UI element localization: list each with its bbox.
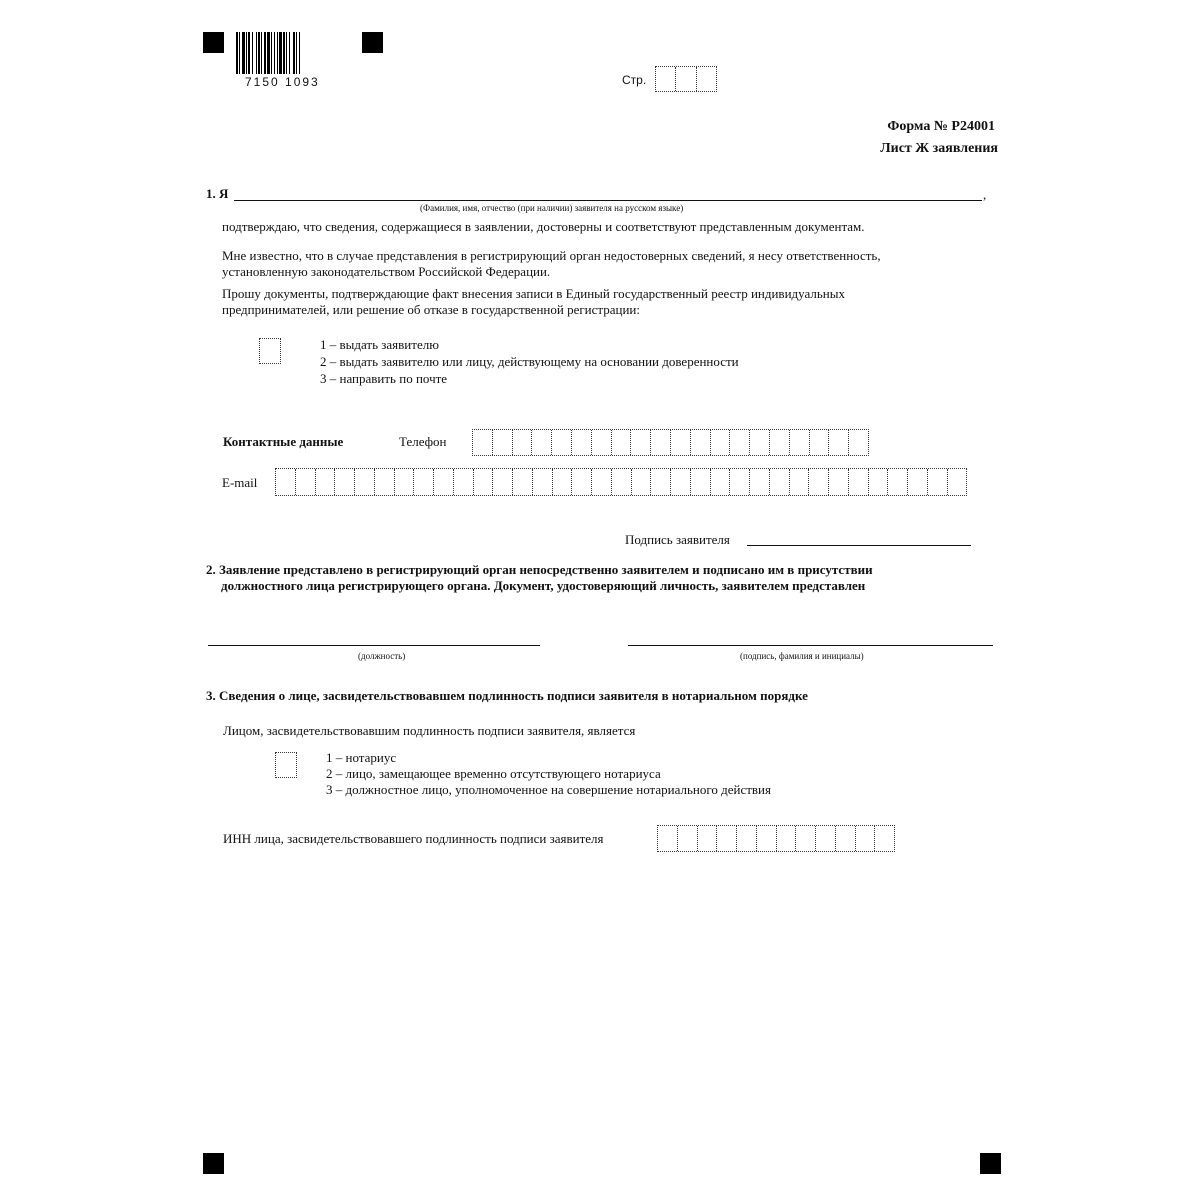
registration-marker-top-right xyxy=(362,32,383,53)
official-position-field[interactable] xyxy=(208,645,540,646)
email-label: E-mail xyxy=(222,475,258,490)
registration-marker-bottom-left xyxy=(203,1153,224,1174)
witness-type-checkbox[interactable] xyxy=(275,752,297,778)
barcode xyxy=(236,32,348,74)
phone-label: Телефон xyxy=(399,434,447,449)
aware-line2: установленную законодательством Российской Федерации. xyxy=(222,264,551,279)
official-signature-field[interactable] xyxy=(628,645,993,646)
contacts-label: Контактные данные xyxy=(223,434,344,449)
witness-option-1: 1 – нотариус xyxy=(326,750,397,765)
section2-line1: 2. Заявление представлено в регистрирующий орган непосредственно заявителем и подписано им в присутствии xyxy=(206,562,873,577)
position-caption: (должность) xyxy=(358,651,406,661)
page-number-cells[interactable] xyxy=(655,66,717,92)
form-number: Форма № Р24001 xyxy=(887,119,995,134)
page-label: Стр. xyxy=(622,73,647,87)
signature-caption: (подпись, фамилия и инициалы) xyxy=(740,651,864,661)
email-input-cells[interactable] xyxy=(275,468,967,496)
name-comma: , xyxy=(983,187,987,202)
witness-option-3: 3 – должностное лицо, уполномоченное на совершение нотариального действия xyxy=(326,782,771,797)
applicant-signature-field[interactable] xyxy=(747,545,971,546)
delivery-method-checkbox[interactable] xyxy=(259,338,281,364)
sheet-title: Лист Ж заявления xyxy=(880,141,998,156)
section2-line2: должностного лица регистрирующего органа. Документ, удостоверяющий личность, заявителем представлен xyxy=(221,578,866,593)
applicant-name-field[interactable] xyxy=(234,200,982,201)
delivery-option-1: 1 – выдать заявителю xyxy=(320,337,439,352)
phone-input-cells[interactable] xyxy=(472,429,869,456)
barcode-number: 7150 1093 xyxy=(245,75,320,89)
name-caption: (Фамилия, имя, отчество (при наличии) заявителя на русском языке) xyxy=(420,203,684,213)
registration-marker-bottom-right xyxy=(980,1153,1001,1174)
section3-title: 3. Сведения о лице, засвидетельствовавшем подлинность подписи заявителя в нотариальном порядке xyxy=(206,688,808,703)
inn-label: ИНН лица, засвидетельствовавшего подлинность подписи заявителя xyxy=(223,831,604,846)
witness-option-2: 2 – лицо, замещающее временно отсутствующего нотариуса xyxy=(326,766,661,781)
section1-number: 1. Я xyxy=(206,186,229,201)
section3-intro: Лицом, засвидетельствовавшим подлинность подписи заявителя, является xyxy=(223,723,636,738)
signature-label: Подпись заявителя xyxy=(625,532,730,547)
delivery-option-3: 3 – направить по почте xyxy=(320,371,448,386)
request-line1: Прошу документы, подтверждающие факт внесения записи в Единый государственный реестр индивидуальных xyxy=(222,286,845,301)
inn-input-cells[interactable] xyxy=(657,825,895,852)
aware-line1: Мне известно, что в случае представления в регистрирующий орган недостоверных сведений, я несу ответственность, xyxy=(222,248,881,263)
request-line2: предпринимателей, или решение об отказе в государственной регистрации: xyxy=(222,302,640,317)
delivery-option-2: 2 – выдать заявителю или лицу, действующему на основании доверенности xyxy=(320,354,739,369)
registration-marker-top-left xyxy=(203,32,224,53)
confirm-text: подтверждаю, что сведения, содержащиеся в заявлении, достоверны и соответствуют представленным документам. xyxy=(222,219,865,234)
